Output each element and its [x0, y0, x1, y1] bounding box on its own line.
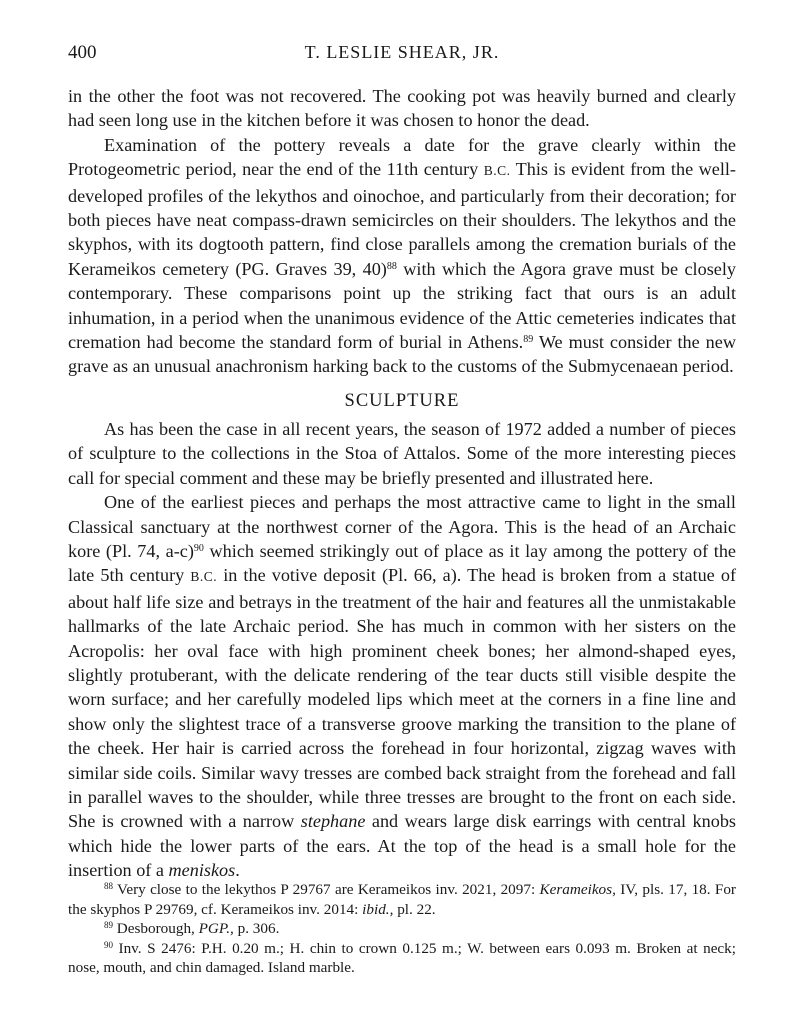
footnote-number: 89: [104, 920, 113, 931]
footnote-89-text-b: p. 306.: [233, 920, 280, 938]
footnote-88-text-b: IV, pls. 17, 18. For the skyphos P 29769, cf. Kerameikos inv. 2014:: [68, 881, 736, 918]
footnote-88-text-c: pl. 22.: [393, 900, 436, 918]
page-header: [68, 42, 736, 66]
paragraph-4-text-e: .: [235, 860, 240, 881]
footnote-ref-89[interactable]: 89: [523, 334, 534, 346]
footnote-90-text: Inv. S 2476: P.H. 0.20 m.; H. chin to crown 0.125 m.; W. between ears 0.093 m. Broken at neck; nose, mouth, and chin damaged. Island marble.: [68, 939, 736, 977]
paragraph-2-text-c: with which the Agora grave must be closely contemporary. These comparisons point up the striking fact that ours is an adult inhumation, in a period when the unanimous evidence of the Attic cemeteries indicates that cremation had become the standard form of burial in Athens.: [68, 258, 736, 353]
bc-abbrev: B.C.: [483, 163, 511, 179]
footnote-number: 90: [104, 939, 113, 950]
footnote-ref-90[interactable]: 90: [193, 542, 204, 554]
bc-abbrev: B.C.: [190, 569, 218, 585]
footnote-89-text-a: Desborough,: [113, 920, 199, 938]
paragraph-3: As has been the case in all recent years, the season of 1972 added a number of pieces of sculpture to the collections in the Stoa of Attalos. Some of the more interesting pieces call for special comment and these may be briefly presented and illustrated here.: [68, 418, 736, 488]
term-meniskos: meniskos: [168, 860, 236, 881]
paragraph-4: [68, 490, 736, 883]
running-head: T. LESLIE SHEAR, JR.: [304, 42, 500, 62]
footnote-ref-88[interactable]: 88: [386, 260, 397, 272]
footnotes: [68, 880, 736, 978]
footnote-89: [68, 919, 736, 939]
footnote-88: [68, 880, 736, 919]
term-stephane: stephane: [300, 811, 366, 832]
paragraph-1: in the other the foot was not recovered. The cooking pot was heavily burned and clearly had seen long use in the kitchen before it was chosen to honor the dead.: [68, 86, 736, 131]
footnote-90: [68, 939, 736, 978]
paragraph-2-text-a: Examination of the pottery reveals a date for the grave clearly within the Protogeometric period, near the end of the 11th century: [68, 134, 736, 180]
footnote-88-ibid: ibid.,: [362, 900, 394, 918]
footnote-88-title: Kerameikos,: [539, 881, 616, 898]
paragraph-4-text-c: in the votive deposit (Pl. 66, a). The head is broken from a statue of about half life size and betrays in the treatment of the hair and features all the unmistakable hallmarks of the late Archaic period. She has much in common with her sisters on the Acropolis: her oval face with high prominent cheek bones; her almond-shaped eyes, slightly protuberant, with the delicate rendering of the tear ducts still visible despite the worn surface; and her carefully modeled lips which meet at the corners in a fine line and show only the slightest trace of a transverse groove marking the transition to the plane of the cheek. Her hair is carried across the forehead in four horizontal, zigzag waves with similar side coils. Similar wavy tresses are combed back straight from the forehead and fall in parallel waves to the shoulder, while three tresses are brought to the front on each side. She is crowned with a narrow: [68, 565, 736, 832]
body-text: [68, 84, 736, 883]
paragraph-2-text-b: This is evident from the well-developed profiles of the lekythos and oinochoe, and particularly from their decoration; for both pieces have neat compass-drawn semicircles on their shoulders. The lekythos and the skyphos, with its dogtooth pattern, find close parallels among the cremation burials of the Kerameikos cemetery (PG. Graves 39, 40): [68, 159, 736, 279]
section-heading: SCULPTURE: [344, 390, 460, 411]
paragraph-2: [68, 133, 736, 379]
footnote-88-text-a: Very close to the lekythos P 29767 are Kerameikos inv. 2021, 2097:: [113, 881, 540, 898]
page-number: 400: [68, 42, 97, 63]
footnote-89-title: PGP.,: [198, 920, 234, 938]
footnote-number: 88: [104, 881, 113, 891]
paragraph-2-text-d: We must consider the new grave as an unusual anachronism harking back to the customs of the Submycenaean period.: [68, 332, 736, 377]
paragraph-4-text-b: which seemed strikingly out of place as it lay among the pottery of the late 5th century: [68, 540, 736, 586]
paragraph-4-text-a: One of the earliest pieces and perhaps the most attractive came to light in the small Classical sanctuary at the northwest corner of the Agora. This is the head of an Archaic kore (Pl. 74, a-c): [68, 492, 736, 561]
paragraph-4-text-d: and wears large disk earrings with central knobs which hide the lower parts of the ears. At the top of the head is a small hole for the insertion of a: [68, 811, 736, 881]
